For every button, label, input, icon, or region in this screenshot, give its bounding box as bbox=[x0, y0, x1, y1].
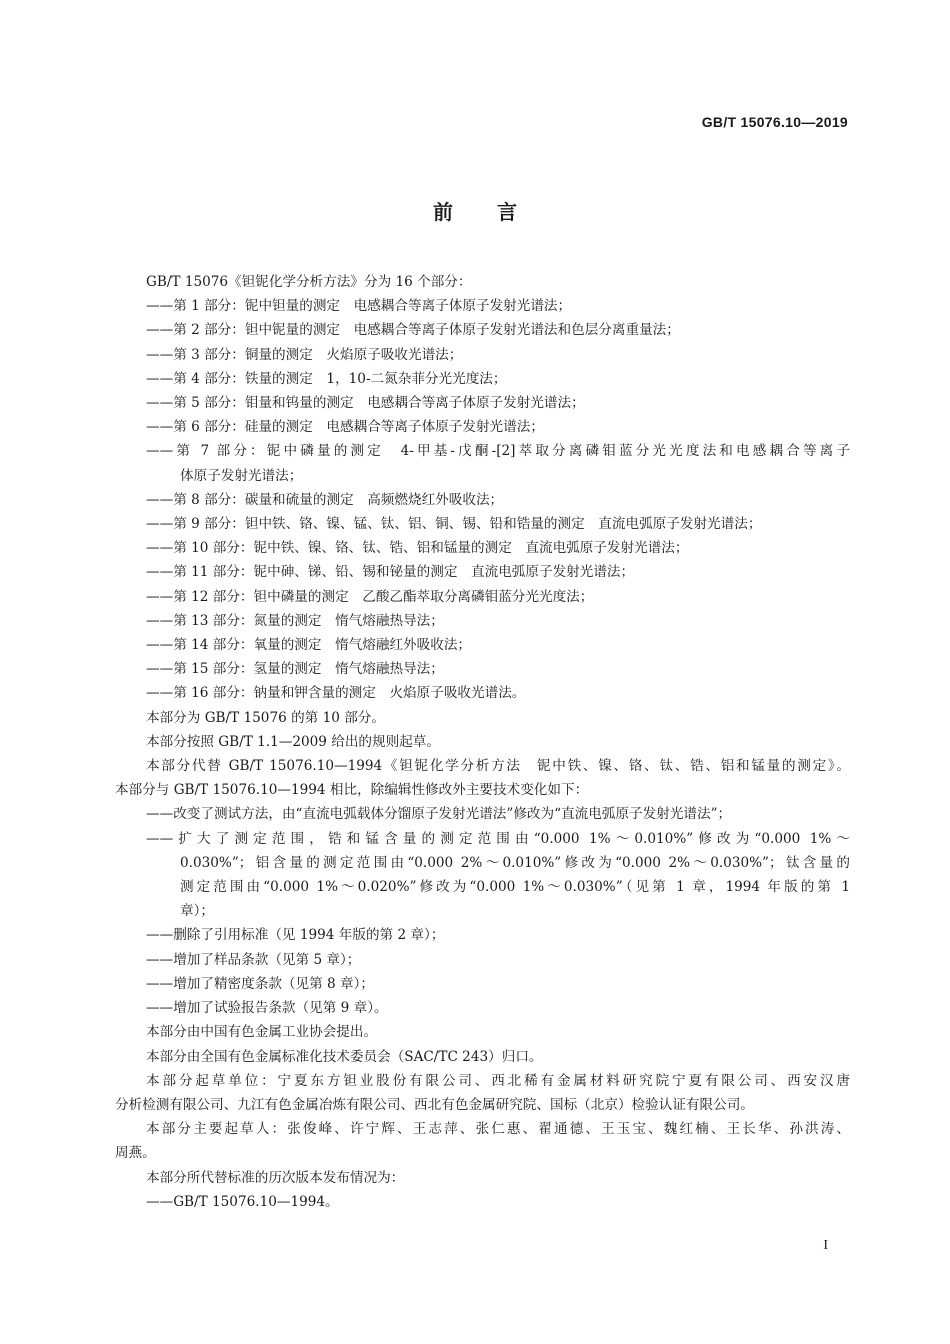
text-line: 本部分为 GB/T 15076 的第 10 部分。 bbox=[146, 709, 385, 726]
text-line: ——第 11 部分：铌中砷、锑、铅、锡和铋量的测定 直流电弧原子发射光谱法； bbox=[146, 564, 635, 581]
text-line: 本部分主要起草人：张俊峰、许宁辉、王志萍、张仁惠、翟通德、王玉宝、魏红楠、王长华、孙洪涛、 bbox=[146, 1121, 850, 1138]
page-title: 前言 bbox=[433, 200, 561, 224]
standard-code: GB/T 15076.10—2019 bbox=[701, 114, 848, 130]
text-line: ——删除了引用标准（见 1994 年版的第 2 章）； bbox=[146, 927, 445, 944]
text-line: ——GB/T 15076.10—1994。 bbox=[146, 1193, 339, 1210]
text-line: ——第 1 部分：铌中钽量的测定 电感耦合等离子体原子发射光谱法； bbox=[146, 298, 572, 315]
text-line: ——第 16 部分：钠量和钾含量的测定 火焰原子吸收光谱法。 bbox=[146, 685, 526, 702]
text-line: ——增加了样品条款（见第 5 章）； bbox=[146, 951, 361, 968]
text-line: GB/T 15076《钽铌化学分析方法》分为 16 个部分： bbox=[146, 274, 472, 290]
text-line: ——第 13 部分：氮量的测定 惰气熔融热导法； bbox=[146, 612, 444, 629]
text-line: 测定范围由“0.000 1%～0.020%”修改为“0.000 1%～0.030%”（见第 1 章，1994 年版的第 1 bbox=[180, 879, 850, 896]
text-line: ——第 4 部分：铁量的测定 1，10-二氮杂菲分光光度法； bbox=[146, 370, 507, 387]
text-line: 章）； bbox=[180, 903, 214, 920]
text-line: ——第 8 部分：碳量和硫量的测定 高频燃烧红外吸收法； bbox=[146, 491, 504, 508]
text-line: ——第 9 部分：钽中铁、铬、镍、锰、钛、铝、铜、锡、铅和锆量的测定 直流电弧原子发射光谱法； bbox=[146, 516, 762, 533]
text-line: ——第 5 部分：钼量和钨量的测定 电感耦合等离子体原子发射光谱法； bbox=[146, 395, 585, 412]
foreword-body bbox=[115, 270, 850, 1214]
text-line: ——第 7 部分：铌中磷量的测定 4-甲基-戊酮-[2]萃取分离磷钼蓝分光光度法和电感耦合等离子 bbox=[146, 443, 850, 460]
text-line: ——第 15 部分：氢量的测定 惰气熔融热导法； bbox=[146, 661, 444, 678]
text-line: 本部分代替 GB/T 15076.10—1994《钽铌化学分析方法 铌中铁、镍、铬、钛、锆、铝和锰量的测定》。 bbox=[146, 758, 850, 775]
text-line: 本部分由中国有色金属工业协会提出。 bbox=[146, 1024, 378, 1041]
text-line: ——增加了试验报告条款（见第 9 章）。 bbox=[146, 1000, 388, 1017]
text-line: 分析检测有限公司、九江有色金属冶炼有限公司、西北有色金属研究院、国标（北京）检验认证有限公司。 bbox=[115, 1096, 754, 1113]
text-line: ——第 12 部分：钽中磷量的测定 乙酸乙酯萃取分离磷钼蓝分光光度法； bbox=[146, 588, 594, 605]
text-line: 本部分起草单位：宁夏东方钽业股份有限公司、西北稀有金属材料研究院宁夏有限公司、西安汉唐 bbox=[146, 1072, 850, 1089]
text-line: ——增加了精密度条款（见第 8 章）； bbox=[146, 975, 374, 992]
text-line: ——第 2 部分：钽中铌量的测定 电感耦合等离子体原子发射光谱法和色层分离重量法； bbox=[146, 322, 680, 339]
text-line: 周燕。 bbox=[115, 1145, 156, 1162]
text-line: 0.030%”；铝含量的测定范围由“0.000 2%～0.010%”修改为“0.000 2%～0.030%”；钛含量的 bbox=[180, 854, 850, 871]
text-line: ——改变了测试方法，由“直流电弧载体分馏原子发射光谱法”修改为“直流电弧原子发射光谱法”； bbox=[146, 806, 732, 823]
text-line: 本部分按照 GB/T 1.1—2009 给出的规则起草。 bbox=[146, 733, 440, 750]
text-line: ——扩大了测定范围，锆和锰含量的测定范围由“0.000 1%～0.010%”修改为“0.000 1%～ bbox=[146, 830, 850, 847]
text-line: 本部分所代替标准的历次版本发布情况为： bbox=[146, 1169, 405, 1186]
text-line: ——第 3 部分：铜量的测定 火焰原子吸收光谱法； bbox=[146, 346, 463, 363]
text-line: ——第 10 部分：铌中铁、镍、铬、钛、锆、铝和锰量的测定 直流电弧原子发射光谱法； bbox=[146, 540, 689, 557]
page-number: I bbox=[823, 1238, 828, 1253]
text-line: 体原子发射光谱法； bbox=[180, 467, 303, 484]
text-line: ——第 14 部分：氧量的测定 惰气熔融红外吸收法； bbox=[146, 637, 472, 654]
text-line: 本部分由全国有色金属标准化技术委员会（SAC/TC 243）归口。 bbox=[146, 1048, 543, 1065]
text-line: ——第 6 部分：硅量的测定 电感耦合等离子体原子发射光谱法； bbox=[146, 419, 544, 436]
text-line: 本部分与 GB/T 15076.10—1994 相比，除编辑性修改外主要技术变化如下： bbox=[115, 782, 589, 799]
